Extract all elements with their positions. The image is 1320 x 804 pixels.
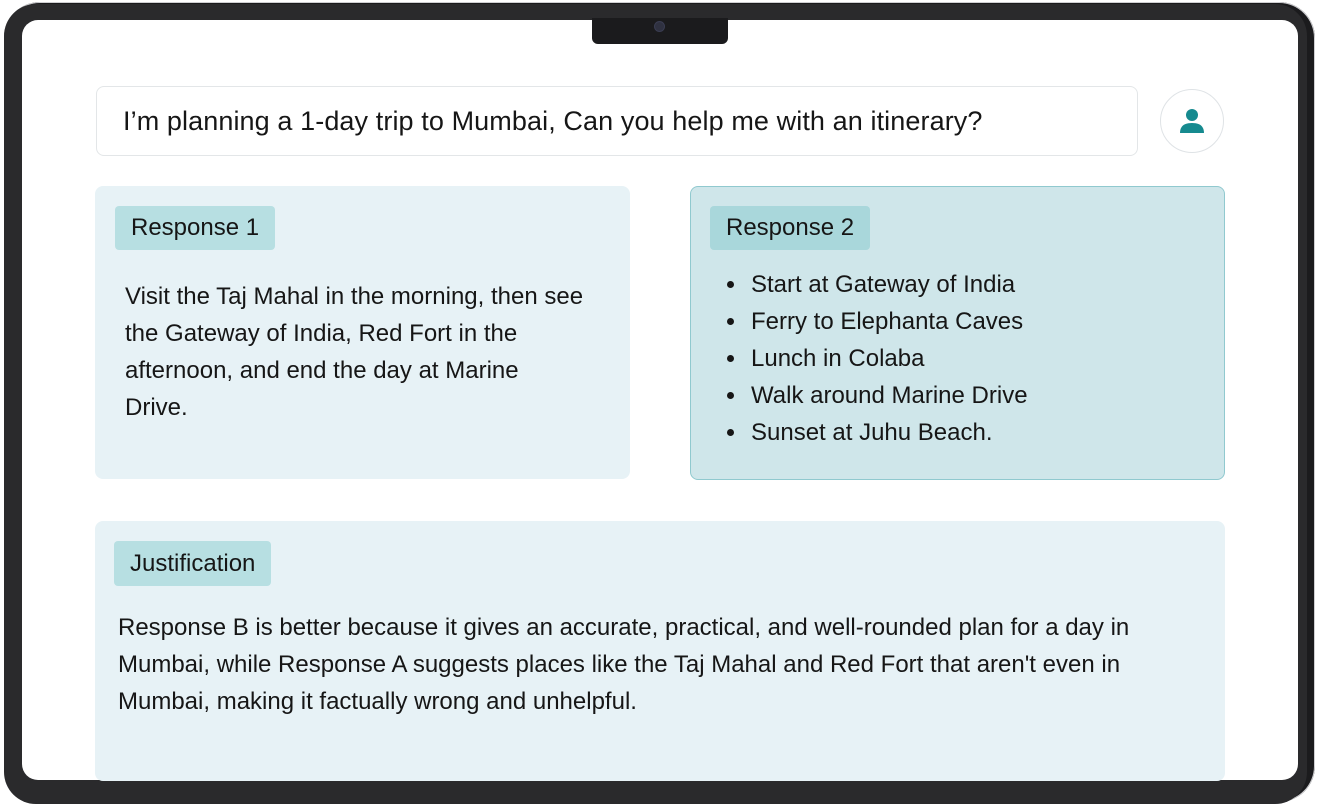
justification-card	[95, 521, 1225, 781]
response-1-label: Response 1	[115, 206, 275, 250]
bullet-icon	[727, 429, 734, 436]
response-1-card[interactable]	[95, 186, 630, 479]
response-2-card[interactable]	[690, 186, 1225, 480]
user-avatar[interactable]	[1160, 89, 1224, 153]
list-item: Walk around Marine Drive	[725, 377, 1028, 414]
response-2-list	[725, 266, 1028, 451]
list-item: Sunset at Juhu Beach.	[725, 414, 1028, 451]
user-icon	[1177, 106, 1207, 136]
list-item: Ferry to Elephanta Caves	[725, 303, 1028, 340]
response-2-label: Response 2	[710, 206, 870, 250]
bullet-icon	[727, 281, 734, 288]
prompt-box[interactable]	[96, 86, 1138, 156]
bullet-icon	[727, 392, 734, 399]
bullet-icon	[727, 318, 734, 325]
justification-text: Response B is better because it gives an accurate, practical, and well-rounded plan for a day in Mumbai, while Response A suggests places like the Taj Mahal and Red Fort that aren't even in Mumbai, making it factually wrong and unhelpful.	[118, 614, 1130, 715]
list-item: Lunch in Colaba	[725, 340, 1028, 377]
bullet-icon	[727, 355, 734, 362]
camera-icon	[655, 22, 664, 31]
response-1-text: Visit the Taj Mahal in the morning, then see the Gateway of India, Red Fort in the afternoon, and end the day at Marine Drive.	[125, 283, 584, 421]
camera-notch	[592, 18, 728, 44]
prompt-text: I’m planning a 1-day trip to Mumbai, Can you help me with an itinerary?	[123, 105, 983, 136]
justification-label: Justification	[114, 541, 271, 586]
list-item: Start at Gateway of India	[725, 266, 1028, 303]
